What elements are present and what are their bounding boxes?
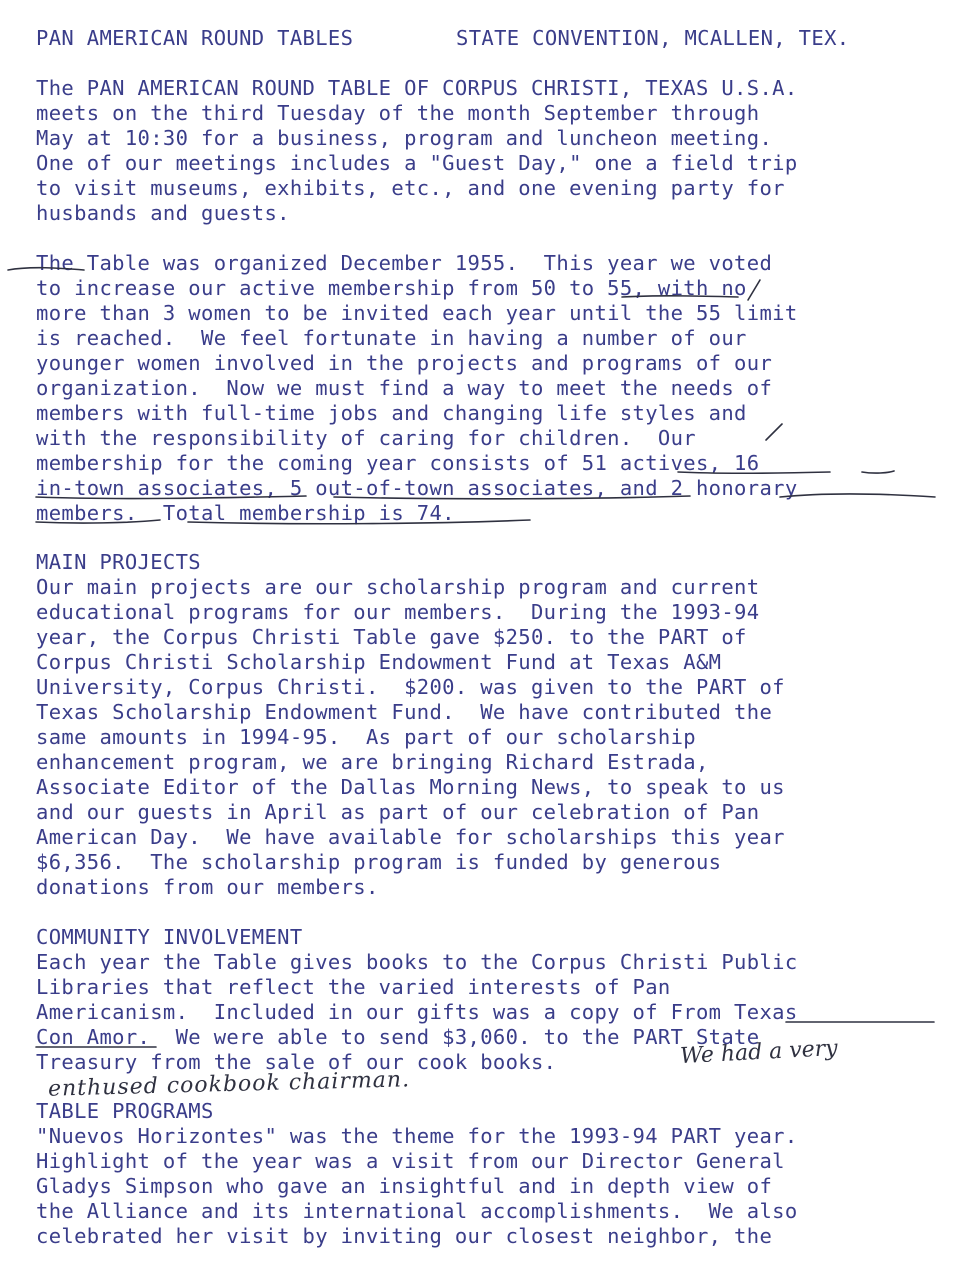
table-programs-line: Gladys Simpson who gave an insightful and in depth view of xyxy=(36,1174,773,1198)
intro-line: husbands and guests. xyxy=(36,201,290,225)
organized-line: membership for the coming year consists of 51 actives, 16 xyxy=(36,451,760,475)
community-line: Con Amor. We were able to send $3,060. to the PART State xyxy=(36,1025,760,1049)
main-projects-line: year, the Corpus Christi Table gave $250. to the PART of xyxy=(36,625,747,649)
slash-mark xyxy=(748,280,760,300)
main-projects-line: American Day. We have available for scholarships this year xyxy=(36,825,785,849)
intro-line: meets on the third Tuesday of the month September through xyxy=(36,101,760,125)
organized-line: The Table was organized December 1955. This year we voted xyxy=(36,251,773,275)
header-left: PAN AMERICAN ROUND TABLES xyxy=(36,26,354,50)
community-line: Each year the Table gives books to the Corpus Christi Public xyxy=(36,950,798,974)
main-projects-line: Our main projects are our scholarship program and current xyxy=(36,575,760,599)
main-projects-line: educational programs for our members. During the 1993-94 xyxy=(36,600,760,624)
main-projects-line: Texas Scholarship Endowment Fund. We have contributed the xyxy=(36,700,773,724)
intro-line: The PAN AMERICAN ROUND TABLE OF CORPUS CHRISTI, TEXAS U.S.A. xyxy=(36,76,798,100)
table-programs-line: "Nuevos Horizontes" was the theme for the 1993-94 PART year. xyxy=(36,1124,798,1148)
section-heading-main-projects: MAIN PROJECTS xyxy=(36,550,201,574)
section-heading-table-programs: TABLE PROGRAMS xyxy=(36,1099,214,1123)
table-programs-line: Highlight of the year was a visit from our Director General xyxy=(36,1149,785,1173)
underline-mark xyxy=(862,471,894,473)
community-line: Libraries that reflect the varied interests of Pan xyxy=(36,975,671,999)
organized-line: is reached. We feel fortunate in having a number of our xyxy=(36,326,747,350)
header-right: STATE CONVENTION, MCALLEN, TEX. xyxy=(456,26,850,50)
organized-line: members with full-time jobs and changing life styles and xyxy=(36,401,747,425)
main-projects-line: Associate Editor of the Dallas Morning News, to speak to us xyxy=(36,775,785,799)
table-programs-line: the Alliance and its international accomplishments. We also xyxy=(36,1199,798,1223)
organized-line: organization. Now we must find a way to meet the needs of xyxy=(36,376,773,400)
community-line: Treasury from the sale of our cook books. xyxy=(36,1050,557,1074)
main-projects-line: enhancement program, we are bringing Richard Estrada, xyxy=(36,750,709,774)
table-programs-line: celebrated her visit by inviting our closest neighbor, the xyxy=(36,1224,773,1248)
section-heading-community: COMMUNITY INVOLVEMENT xyxy=(36,925,303,949)
organized-line: more than 3 women to be invited each year until the 55 limit xyxy=(36,301,798,325)
organized-line: to increase our active membership from 50 to 55, with no xyxy=(36,276,747,300)
main-projects-line: donations from our members. xyxy=(36,875,379,899)
slash-mark xyxy=(766,424,782,440)
main-projects-line: University, Corpus Christi. $200. was given to the PART of xyxy=(36,675,785,699)
main-projects-line: and our guests in April as part of our celebration of Pan xyxy=(36,800,760,824)
intro-line: May at 10:30 for a business, program and luncheon meeting. xyxy=(36,126,773,150)
handwritten-note-2: enthused cookbook chairman. xyxy=(47,1067,411,1102)
main-projects-line: same amounts in 1994-95. As part of our scholarship xyxy=(36,725,696,749)
intro-line: One of our meetings includes a "Guest Day," one a field trip xyxy=(36,151,798,175)
organized-line: in-town associates, 5 out-of-town associates, and 2 honorary xyxy=(36,476,798,500)
community-line: Americanism. Included in our gifts was a copy of From Texas xyxy=(36,1000,798,1024)
handwritten-note-1: We had a very xyxy=(679,1035,839,1070)
main-projects-line: $6,356. The scholarship program is funded by generous xyxy=(36,850,722,874)
organized-line: with the responsibility of caring for children. Our xyxy=(36,426,696,450)
intro-line: to visit museums, exhibits, etc., and one evening party for xyxy=(36,176,785,200)
organized-line: younger women involved in the projects and programs of our xyxy=(36,351,773,375)
organized-line: members. Total membership is 74. xyxy=(36,501,455,525)
underline-mark xyxy=(780,494,935,497)
main-projects-line: Corpus Christi Scholarship Endowment Fund at Texas A&M xyxy=(36,650,722,674)
